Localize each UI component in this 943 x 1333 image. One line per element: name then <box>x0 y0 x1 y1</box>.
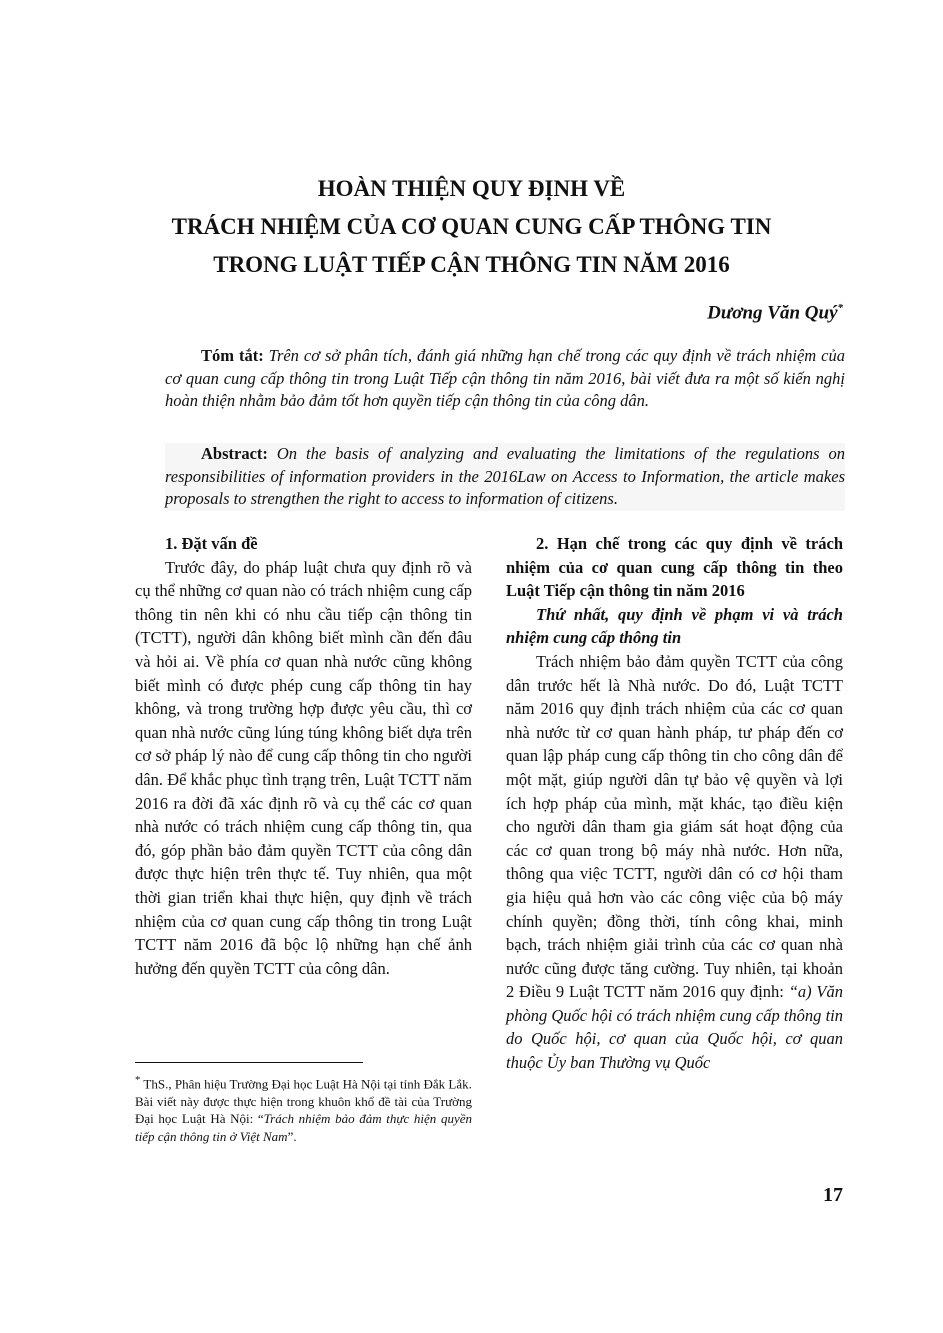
author-footnote-mark: * <box>837 302 843 314</box>
author-name: Dương Văn Quý <box>707 302 838 324</box>
section-2-heading: 2. Hạn chế trong các quy định về trách nhiệm của cơ quan cung cấp thông tin theo Luật Tiếp cận thông tin năm 2016 <box>506 534 843 601</box>
abstract-en-text: On the basis of analyzing and evaluating the limitations of the regulations on responsibilities of information providers in the 2016Law on Access to Information, the article makes proposals to strengthen the right to access to information of citizens. <box>165 444 846 508</box>
footnote-2-end: ”. <box>287 1128 297 1144</box>
title-line-3: TRONG LUẬT TIẾP CẬN THÔNG TIN NĂM 2016 <box>213 252 730 277</box>
section-2-paragraph <box>506 650 843 1075</box>
page-number: 17 <box>823 1184 843 1206</box>
abstract-vi-label: Tóm tắt: <box>201 346 264 365</box>
section-2-quote: “a) Văn phòng Quốc hội có trách nhiệm cung cấp thông tin do Quốc hội, cơ quan của Quốc hội, cơ quan thuộc Ủy ban Thường vụ Quốc <box>506 982 843 1073</box>
abstract-vietnamese <box>165 345 845 413</box>
footnotes <box>135 1072 472 1145</box>
article-title <box>0 170 943 284</box>
title-line-2: TRÁCH NHIỆM CỦA CƠ QUAN CUNG CẤP THÔNG TIN <box>171 214 772 239</box>
footnote-1-mark: * <box>135 1074 141 1086</box>
section-1-paragraph: Trước đây, do pháp luật chưa quy định rõ và cụ thể những cơ quan nào có trách nhiệm cung cấp thông tin nên khi có nhu cầu tiếp cận thông tin (TCTT), người dân không biết mình cần đến đâu và hỏi ai. Về phía cơ quan nhà nước cũng không biết mình có được phép cung cấp thông tin hay không, và trong trường hợp được yêu cầu, thì cơ quan nhà nước cũng lúng túng không biết dựa trên cơ sở pháp lý nào để cung cấp thông tin cho người dân. Để khắc phục tình trạng trên, Luật TCTT năm 2016 ra đời đã xác định rõ và cụ thể các cơ quan nhà nước có trách nhiệm cung cấp thông tin, qua đó, góp phần bảo đảm quyền TCTT của công dân được thực hiện trên thực tế. Tuy nhiên, qua một thời gian triển khai thực hiện, quy định về trách nhiệm của cơ quan cung cấp thông tin trong Luật TCTT năm 2016 đã bộc lộ những hạn chế ảnh hưởng đến quyền TCTT của công dân. <box>135 557 472 978</box>
footnote-2 <box>135 1093 472 1146</box>
author-line <box>707 302 843 324</box>
footnote-2-italic: Trách nhiệm bảo đảm thực hiện quyền tiếp cận thông tin ở Việt Nam <box>135 1111 472 1144</box>
section-2-paragraph-text: Trách nhiệm bảo đảm quyền TCTT của công dân trước hết là Nhà nước. Do đó, Luật TCTT năm 2016 quy định trách nhiệm của các cơ quan nhà nước từ cơ quan hành pháp, tư pháp đến cơ quan lập pháp cung cấp thông tin cho công dân để một mặt, giúp người dân tự bảo vệ quyền và lợi ích hợp pháp của mình, mặt khác, tạo điều kiện cho người dân tham gia giám sát hoạt động của các cơ quan trong bộ máy nhà nước. Hơn nữa, thông qua việc TCTT, người dân có cơ hội tham gia hiệu quả hơn vào các công việc của bộ máy chính quyền; đồng thời, tính công khai, minh bạch, trách nhiệm giải trình của các cơ quan nhà nước cũng được tăng cường. Tuy nhiên, tại khoản 2 Điều 9 Luật TCTT năm 2016 quy định: <box>506 651 843 1002</box>
right-column <box>506 532 843 1075</box>
footnote-divider <box>135 1062 363 1063</box>
abstract-en-label: Abstract: <box>201 444 268 463</box>
section-1-heading: 1. Đặt vấn đề <box>165 534 258 553</box>
left-column <box>135 532 472 980</box>
footnote-2-text: Bài viết này được thực hiện trong khuôn khổ đề tài của Trường Đại học Luật Hà Nội: “ <box>135 1093 472 1127</box>
section-2-subheading: Thứ nhất, quy định về phạm vi và trách nhiệm cung cấp thông tin <box>506 604 843 648</box>
footnote-1 <box>135 1072 472 1093</box>
abstract-vi-text: Trên cơ sở phân tích, đánh giá những hạn chế trong các quy định về trách nhiệm của cơ quan cung cấp thông tin trong Luật Tiếp cận thông tin năm 2016, bài viết đưa ra một số kiến nghị hoàn thiện nhằm bảo đảm tốt hơn quyền tiếp cận thông tin của công dân. <box>165 346 846 410</box>
abstract-english <box>165 443 845 511</box>
footnote-1-text: ThS., Phân hiệu Trường Đại học Luật Hà Nội tại tỉnh Đắk Lắk. <box>140 1076 472 1092</box>
title-line-1: HOÀN THIỆN QUY ĐỊNH VỀ <box>317 176 626 201</box>
